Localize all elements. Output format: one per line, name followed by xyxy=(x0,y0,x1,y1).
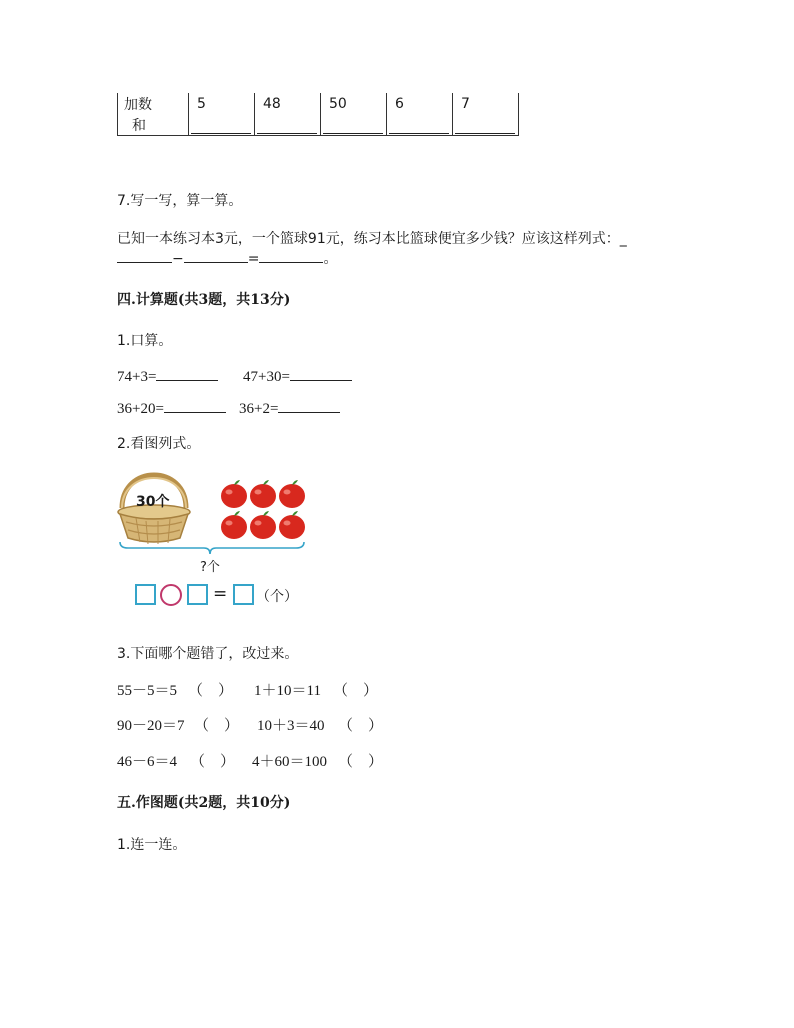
check-bracket[interactable]: （ ） xyxy=(194,718,240,734)
table-row-sums xyxy=(118,114,519,136)
addend-cell: 7 xyxy=(453,93,519,114)
mental-math-blank[interactable] xyxy=(164,398,226,413)
mental-math-expression: 36+2= xyxy=(239,401,279,417)
apple-icon xyxy=(250,480,276,508)
check-expression: 4＋60＝100 xyxy=(252,754,328,770)
q7-blank-3[interactable] xyxy=(259,248,323,263)
apple-icon xyxy=(221,480,247,508)
mental-math-expression: 47+30= xyxy=(243,369,290,385)
q7-blank-1[interactable] xyxy=(117,248,172,263)
q4-1-title: 1.口算。 xyxy=(117,333,173,349)
apple-icon xyxy=(250,511,276,539)
answer-box-2[interactable] xyxy=(187,584,208,605)
basket-label: 30个 xyxy=(136,494,170,510)
check-bracket[interactable]: （ ） xyxy=(188,683,234,699)
addend-cell: 48 xyxy=(255,93,321,114)
q7-equals: = xyxy=(247,251,260,267)
section5-heading: 五.作图题(共2题，共10分) xyxy=(117,795,291,811)
sum-answer-blank[interactable] xyxy=(255,114,321,136)
check-bracket[interactable]: （ ） xyxy=(338,754,384,770)
equals-sign: = xyxy=(213,584,228,604)
answer-box-3[interactable] xyxy=(233,584,254,605)
apple-group xyxy=(221,480,305,539)
addend-cell: 6 xyxy=(387,93,453,114)
check-bracket[interactable]: （ ） xyxy=(190,754,236,770)
section4-heading: 四.计算题(共3题，共13分) xyxy=(117,292,291,308)
sum-answer-blank[interactable] xyxy=(189,114,255,136)
q7-minus: − xyxy=(172,251,184,267)
apple-icon xyxy=(279,511,305,539)
check-expression: 90－20＝7 xyxy=(117,718,185,734)
mental-math-item xyxy=(117,366,218,386)
check-expression: 1＋10＝11 xyxy=(254,683,321,699)
addend-cell: 50 xyxy=(321,93,387,114)
mental-math-blank[interactable] xyxy=(290,366,352,381)
row-label-addend: 加数 xyxy=(118,93,189,114)
row-label-sum: 和 xyxy=(118,114,189,136)
apple-icon xyxy=(221,511,247,539)
total-question-label: ?个 xyxy=(200,560,220,575)
q7-end: 。 xyxy=(323,251,338,267)
mental-math-expression: 36+20= xyxy=(117,401,164,417)
q7-blank-2[interactable] xyxy=(184,248,248,263)
q4-3-title: 3.下面哪个题错了，改过来。 xyxy=(117,646,299,662)
mental-math-blank[interactable] xyxy=(278,398,340,413)
unit-label: （个） xyxy=(256,589,298,605)
table-row-addends xyxy=(118,93,519,114)
operator-circle[interactable] xyxy=(160,584,182,606)
mental-math-expression: 74+3= xyxy=(117,369,157,385)
mental-math-blank[interactable] xyxy=(156,366,218,381)
sum-answer-blank[interactable] xyxy=(453,114,519,136)
sum-answer-blank[interactable] xyxy=(321,114,387,136)
check-bracket[interactable]: （ ） xyxy=(338,718,384,734)
q5-1-title: 1.连一连。 xyxy=(117,837,187,853)
addition-table xyxy=(117,93,519,136)
q7-answer-line xyxy=(117,248,337,268)
mental-math-item xyxy=(239,398,340,418)
q7-title: 7.写一写，算一算。 xyxy=(117,193,243,209)
apple-icon xyxy=(279,480,305,508)
q7-text: 已知一本练习本3元，一个篮球91元，练习本比篮球便宜多少钱？应该这样列式：_ xyxy=(117,231,627,247)
mental-math-item xyxy=(117,398,226,418)
sum-answer-blank[interactable] xyxy=(387,114,453,136)
addend-cell: 5 xyxy=(189,93,255,114)
check-bracket[interactable]: （ ） xyxy=(333,683,379,699)
check-expression: 10＋3＝40 xyxy=(257,718,325,734)
q4-2-title: 2.看图列式。 xyxy=(117,436,201,452)
answer-box-1[interactable] xyxy=(135,584,156,605)
check-expression: 55－5＝5 xyxy=(117,683,178,699)
mental-math-item xyxy=(243,366,352,386)
check-expression: 46－6＝4 xyxy=(117,754,178,770)
